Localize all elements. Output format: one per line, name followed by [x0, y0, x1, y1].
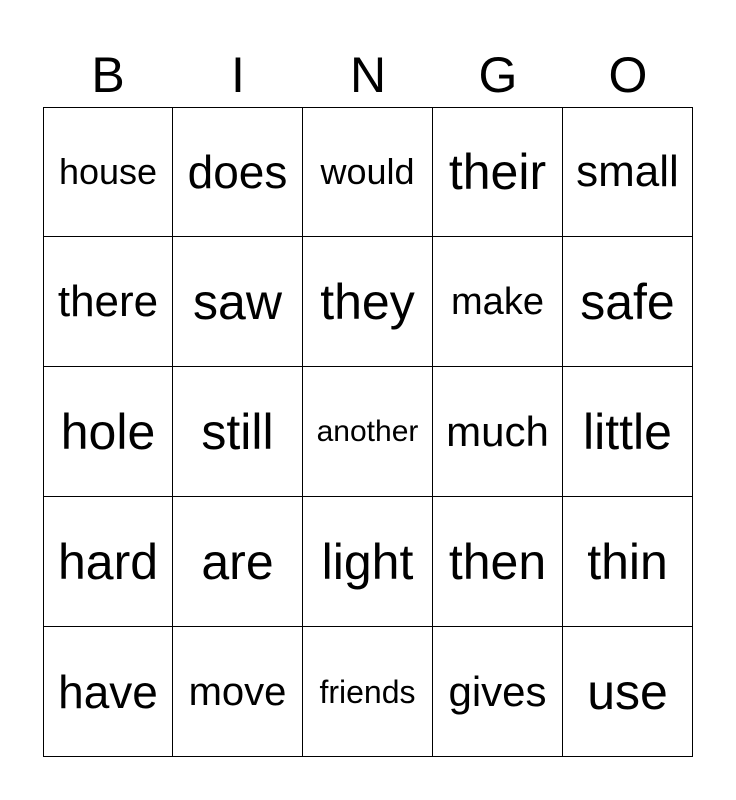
- bingo-cell[interactable]: much: [433, 367, 563, 497]
- bingo-cell[interactable]: gives: [433, 627, 563, 757]
- bingo-cell[interactable]: hole: [43, 367, 173, 497]
- bingo-cell[interactable]: thin: [563, 497, 693, 627]
- bingo-cell[interactable]: then: [433, 497, 563, 627]
- header-letter-b: B: [91, 47, 125, 103]
- bingo-cell[interactable]: have: [43, 627, 173, 757]
- header-letter-g: G: [478, 47, 518, 103]
- bingo-cell[interactable]: little: [563, 367, 693, 497]
- bingo-cell[interactable]: there: [43, 237, 173, 367]
- bingo-header: [43, 44, 693, 106]
- bingo-cell[interactable]: another: [303, 367, 433, 497]
- header-letter-i: I: [231, 47, 245, 103]
- bingo-cell[interactable]: still: [173, 367, 303, 497]
- bingo-cell[interactable]: safe: [563, 237, 693, 367]
- bingo-cell[interactable]: they: [303, 237, 433, 367]
- bingo-cell[interactable]: light: [303, 497, 433, 627]
- bingo-board: [43, 107, 693, 757]
- bingo-cell[interactable]: move: [173, 627, 303, 757]
- bingo-cell[interactable]: would: [303, 107, 433, 237]
- bingo-cell[interactable]: their: [433, 107, 563, 237]
- bingo-cell[interactable]: make: [433, 237, 563, 367]
- bingo-cell[interactable]: house: [43, 107, 173, 237]
- bingo-cell[interactable]: use: [563, 627, 693, 757]
- bingo-cell[interactable]: small: [563, 107, 693, 237]
- header-letter-o: O: [608, 47, 648, 103]
- bingo-cell[interactable]: saw: [173, 237, 303, 367]
- bingo-cell[interactable]: does: [173, 107, 303, 237]
- bingo-cell[interactable]: friends: [303, 627, 433, 757]
- bingo-cell[interactable]: are: [173, 497, 303, 627]
- bingo-cell[interactable]: hard: [43, 497, 173, 627]
- header-letter-n: N: [349, 47, 387, 103]
